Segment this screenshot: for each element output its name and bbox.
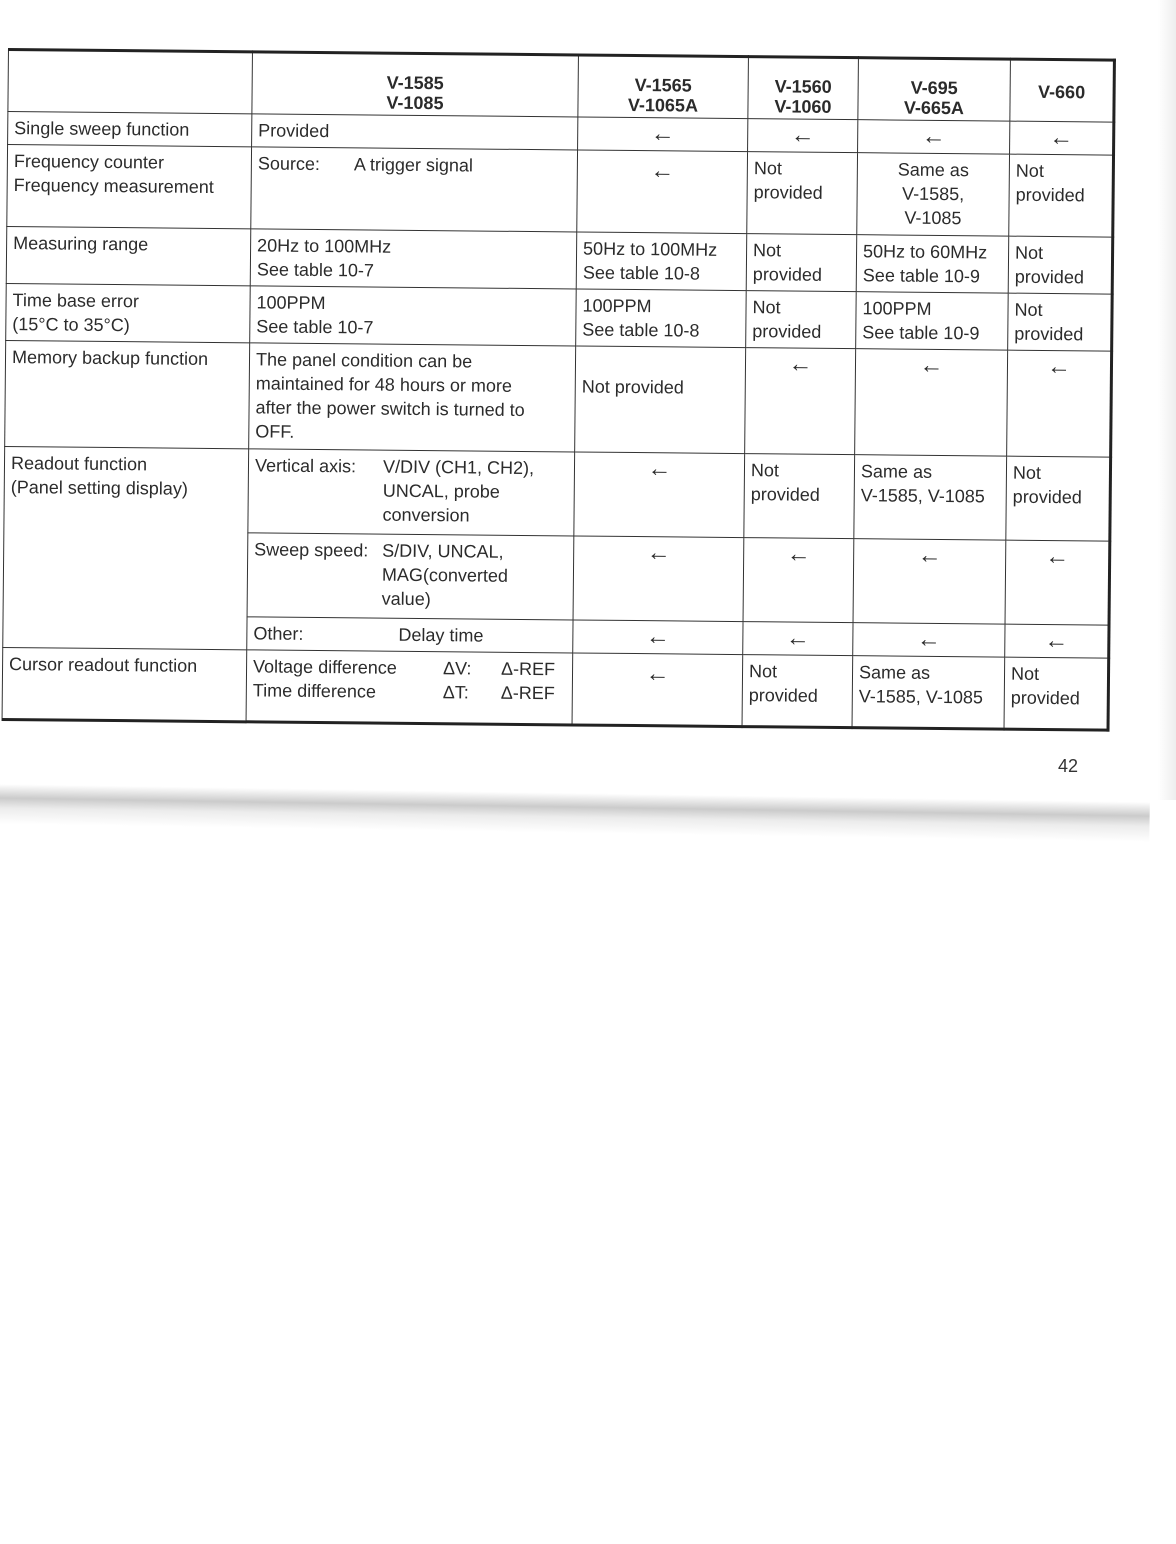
same-as-left-arrow-icon: ←	[1005, 540, 1110, 625]
cell-text: 100PPM	[256, 292, 326, 314]
row-label: Memory backup function	[5, 340, 250, 448]
cell-key: Other:	[253, 623, 304, 644]
cell-text: Not	[1015, 160, 1044, 181]
cell-text: provided	[1014, 323, 1084, 345]
table-row-measuring-range	[6, 226, 1112, 294]
cell-value	[1008, 293, 1113, 351]
cell-text: See table 10-8	[582, 319, 700, 341]
same-as-left-arrow-icon: ←	[573, 620, 743, 655]
cell-value	[1006, 456, 1111, 541]
cell-text: See table 10-7	[256, 259, 375, 281]
cell-value	[744, 454, 855, 539]
scan-shadow	[0, 784, 1150, 842]
same-as-left-arrow-icon: ←	[745, 348, 856, 455]
cell-value	[248, 449, 575, 536]
same-as-left-arrow-icon: ←	[743, 538, 854, 623]
cell-value	[249, 343, 576, 452]
cell-text-line: MAG(converted	[381, 564, 509, 586]
same-as-left-arrow-icon: ←	[572, 653, 743, 727]
cell-text	[382, 455, 568, 529]
cell-text: A trigger signal	[353, 154, 474, 176]
same-as-left-arrow-icon: ←	[855, 349, 1008, 456]
same-as-left-arrow-icon: ←	[577, 150, 748, 234]
same-as-left-arrow-icon: ←	[748, 119, 858, 153]
cell-text: Not	[753, 158, 782, 179]
cell-text: provided	[752, 321, 822, 342]
cell-value: Provided	[252, 114, 578, 150]
header-model: V-665A	[903, 97, 965, 119]
header-v695-v665a	[858, 58, 1011, 121]
cell-value	[856, 235, 1009, 293]
header-v1560-v1060	[748, 57, 859, 120]
cell-value	[854, 455, 1007, 540]
header-model: V-1085	[386, 92, 444, 114]
cell-text: 50Hz to 60MHz	[862, 241, 988, 263]
cell-text: provided	[1014, 266, 1084, 288]
cell-text: provided	[1015, 184, 1085, 206]
row-label	[3, 446, 249, 649]
cell-text: Delay time	[398, 624, 484, 646]
cell-symbol: ΔT:	[442, 682, 469, 703]
header-model: V-1065A	[627, 94, 699, 116]
same-as-left-arrow-icon: ←	[573, 536, 744, 622]
comparison-sheet	[2, 48, 1114, 732]
cell-key: Vertical axis:	[254, 455, 357, 477]
same-as-left-arrow-icon: ←	[853, 623, 1005, 657]
cell-value	[852, 656, 1005, 729]
cell-text: Not	[750, 460, 780, 481]
header-model: V-660	[1037, 81, 1086, 103]
cell-value	[247, 533, 574, 620]
row-label-line: Readout function	[10, 453, 148, 475]
row-label-line: Time base error	[12, 290, 140, 312]
row-label	[6, 283, 251, 342]
cell-value	[576, 232, 747, 291]
cell-text: Δ-REF	[500, 658, 556, 680]
same-as-left-arrow-icon: ←	[578, 117, 748, 152]
header-row	[8, 50, 1115, 123]
scan-edge-shade	[1158, 0, 1176, 800]
cell-value	[247, 617, 573, 653]
header-v1585-v1085	[252, 52, 579, 117]
cell-text: V-1585, V-1085	[860, 485, 985, 507]
cell-text-line: S/DIV, UNCAL,	[382, 540, 504, 562]
row-label	[7, 145, 252, 229]
same-as-left-arrow-icon: ←	[574, 452, 745, 538]
same-as-left-arrow-icon: ←	[853, 539, 1006, 624]
row-label-line: Frequency measurement	[13, 175, 214, 197]
cell-text: V-1085	[904, 207, 962, 229]
cell-text: Not	[752, 297, 781, 318]
cell-value	[1008, 236, 1113, 294]
cell-text: V-1585, V-1085	[858, 686, 984, 708]
cell-key: Voltage difference	[252, 656, 397, 678]
cell-text: provided	[753, 182, 823, 203]
key-value-group	[254, 453, 568, 528]
cell-value	[742, 655, 853, 728]
cell-value	[251, 147, 578, 232]
cell-text: provided	[1012, 486, 1082, 508]
header-v660	[1010, 59, 1115, 122]
header-v1565-v1065a	[578, 55, 749, 119]
same-as-left-arrow-icon: ←	[1010, 121, 1114, 155]
cell-text-line: conversion	[382, 504, 470, 526]
row-label: Single sweep function	[8, 112, 252, 147]
cell-key: Time difference	[252, 680, 376, 702]
cell-text: Same as	[897, 159, 969, 181]
cell-key: Sweep speed:	[254, 539, 369, 561]
cell-value	[747, 152, 858, 235]
same-as-left-arrow-icon: ←	[1007, 350, 1112, 457]
cell-value	[856, 292, 1009, 350]
cell-value	[576, 289, 747, 348]
table-row-memory-backup	[5, 340, 1112, 457]
cell-value	[250, 286, 577, 346]
header-model: V-1560	[774, 76, 832, 97]
row-label-line: (15°C to 35°C)	[12, 314, 130, 336]
cell-text: after the power switch is turned to	[255, 397, 525, 420]
header-model: V-695	[910, 77, 958, 99]
cell-value	[746, 234, 857, 292]
row-label: Cursor readout function	[2, 647, 247, 721]
row-label: Measuring range	[6, 226, 251, 285]
row-label-line: (Panel setting display)	[10, 477, 188, 499]
cell-text: maintained for 48 hours or more	[255, 373, 513, 396]
key-value-group	[254, 537, 568, 612]
cell-text: Not	[752, 240, 782, 261]
cell-text: See table 10-9	[862, 322, 980, 344]
cell-text: The panel condition can be	[255, 349, 473, 372]
same-as-left-arrow-icon: ←	[1005, 624, 1109, 658]
header-model: V-1565	[634, 75, 692, 96]
cell-text: Not	[1010, 663, 1040, 684]
cell-value	[1009, 154, 1114, 237]
cell-text: 100PPM	[862, 298, 932, 319]
cell-value	[250, 229, 577, 289]
cell-text: V-1585,	[902, 183, 965, 205]
cell-value	[246, 650, 573, 725]
cell-text: Not	[748, 661, 778, 682]
cell-text: provided	[752, 264, 823, 285]
header-corner-cell	[8, 50, 253, 114]
cell-text: 50Hz to 100MHz	[583, 238, 718, 260]
model-comparison-table	[2, 48, 1116, 732]
cell-text: See table 10-8	[582, 262, 701, 284]
cell-value	[746, 291, 857, 349]
cell-text-line: V/DIV (CH1, CH2),	[382, 456, 535, 479]
cell-text-line: UNCAL, probe	[382, 480, 500, 502]
cell-text: Not	[1012, 462, 1042, 483]
same-as-left-arrow-icon: ←	[743, 622, 853, 656]
key-value-group	[253, 654, 566, 705]
cell-text: Not provided	[581, 376, 684, 398]
table-row-cursor-readout	[2, 647, 1109, 730]
cell-text: Same as	[860, 461, 933, 482]
cell-text: OFF.	[255, 421, 295, 442]
cell-value	[1004, 657, 1109, 730]
cell-value	[575, 346, 746, 454]
cell-text: See table 10-9	[862, 265, 981, 287]
cell-text-line: value)	[381, 588, 431, 610]
cell-text: Not	[1014, 299, 1043, 320]
row-label-line: Frequency counter	[13, 151, 165, 173]
header-model: V-1585	[386, 72, 444, 94]
cell-text: 20Hz to 100MHz	[257, 235, 392, 257]
cell-text: Δ-REF	[500, 682, 555, 704]
page-number: 42	[1058, 756, 1079, 776]
cell-text: See table 10-7	[256, 316, 374, 338]
header-model: V-1060	[774, 96, 832, 117]
table-row-time-base-error	[6, 283, 1112, 351]
table-row-readout-vertical	[4, 446, 1111, 541]
cell-text: provided	[748, 685, 818, 706]
table-row-frequency-counter	[7, 145, 1114, 238]
cell-value	[857, 153, 1010, 236]
cell-text: provided	[1010, 687, 1080, 709]
cell-text: provided	[750, 484, 820, 505]
cell-text: 100PPM	[582, 295, 652, 317]
cell-text: Not	[1014, 242, 1044, 263]
cell-text	[382, 539, 568, 613]
cell-symbol: ΔV:	[442, 658, 472, 679]
cell-key: Source:	[257, 153, 321, 174]
same-as-left-arrow-icon: ←	[858, 120, 1010, 154]
cell-text: Same as	[858, 662, 931, 683]
